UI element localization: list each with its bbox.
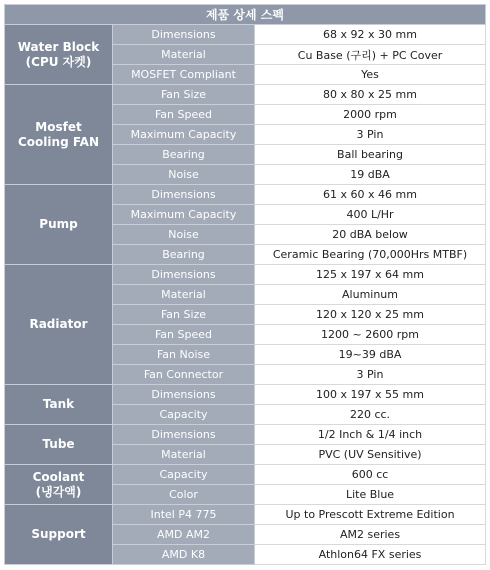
spec-value: 120 x 120 x 25 mm	[255, 305, 486, 325]
spec-value: 600 cc	[255, 465, 486, 485]
spec-value: Up to Prescott Extreme Edition	[255, 505, 486, 525]
spec-label: MOSFET Compliant	[113, 65, 255, 85]
spec-label: Bearing	[113, 145, 255, 165]
spec-label: Fan Connector	[113, 365, 255, 385]
spec-value: Cu Base (구리) + PC Cover	[255, 45, 486, 65]
title-row	[5, 5, 486, 25]
category-cell	[5, 385, 113, 425]
category-cell	[5, 25, 113, 85]
spec-value: 80 x 80 x 25 mm	[255, 85, 486, 105]
spec-value: PVC (UV Sensitive)	[255, 445, 486, 465]
spec-value: Athlon64 FX series	[255, 545, 486, 565]
category-cell	[5, 465, 113, 505]
spec-row	[5, 265, 486, 285]
spec-row	[5, 85, 486, 105]
spec-label: AMD K8	[113, 545, 255, 565]
spec-label: Dimensions	[113, 25, 255, 45]
spec-value: AM2 series	[255, 525, 486, 545]
spec-value: Ball bearing	[255, 145, 486, 165]
category-name: Support	[31, 527, 86, 541]
category-name: Coolant	[32, 469, 85, 484]
spec-label: Intel P4 775	[113, 505, 255, 525]
spec-label: Color	[113, 485, 255, 505]
spec-value: 400 L/Hr	[255, 205, 486, 225]
spec-label: Capacity	[113, 465, 255, 485]
spec-label: Fan Speed	[113, 105, 255, 125]
category-name: Tube	[42, 437, 75, 451]
spec-value: 19~39 dBA	[255, 345, 486, 365]
spec-table-body	[5, 5, 486, 565]
table-title: 제품 상세 스펙	[5, 5, 486, 25]
spec-label: Maximum Capacity	[113, 125, 255, 145]
category-cell	[5, 425, 113, 465]
category-cell	[5, 85, 113, 185]
spec-table	[4, 4, 486, 565]
category-name: Water Block	[17, 39, 100, 54]
spec-label: Dimensions	[113, 265, 255, 285]
spec-value: 61 x 60 x 46 mm	[255, 185, 486, 205]
category-cell	[5, 505, 113, 565]
spec-label: Material	[113, 445, 255, 465]
spec-value: 20 dBA below	[255, 225, 486, 245]
spec-value: 125 x 197 x 64 mm	[255, 265, 486, 285]
spec-label: Material	[113, 45, 255, 65]
spec-label: Capacity	[113, 405, 255, 425]
spec-value: 1200 ~ 2600 rpm	[255, 325, 486, 345]
spec-label: Dimensions	[113, 185, 255, 205]
spec-value: Lite Blue	[255, 485, 486, 505]
spec-row	[5, 385, 486, 405]
spec-row	[5, 25, 486, 45]
spec-value: 3 Pin	[255, 125, 486, 145]
spec-value: 2000 rpm	[255, 105, 486, 125]
spec-row	[5, 185, 486, 205]
category-name: (CPU 자켓)	[25, 54, 92, 69]
spec-value: Aluminum	[255, 285, 486, 305]
spec-label: Material	[113, 285, 255, 305]
spec-value: 1/2 Inch & 1/4 inch	[255, 425, 486, 445]
spec-label: Dimensions	[113, 425, 255, 445]
spec-value: 100 x 197 x 55 mm	[255, 385, 486, 405]
spec-label: Fan Size	[113, 85, 255, 105]
spec-value: Yes	[255, 65, 486, 85]
spec-label: Fan Size	[113, 305, 255, 325]
spec-label: Maximum Capacity	[113, 205, 255, 225]
spec-value: 220 cc.	[255, 405, 486, 425]
spec-value: 3 Pin	[255, 365, 486, 385]
spec-label: Noise	[113, 165, 255, 185]
category-name: Pump	[39, 217, 78, 231]
category-name: Tank	[42, 397, 75, 411]
spec-label: Fan Speed	[113, 325, 255, 345]
spec-value: Ceramic Bearing (70,000Hrs MTBF)	[255, 245, 486, 265]
category-cell	[5, 265, 113, 385]
spec-value: 68 x 92 x 30 mm	[255, 25, 486, 45]
category-name: Mosfet	[35, 119, 82, 134]
spec-value: 19 dBA	[255, 165, 486, 185]
category-cell	[5, 185, 113, 265]
spec-row	[5, 425, 486, 445]
spec-row	[5, 505, 486, 525]
spec-row	[5, 465, 486, 485]
spec-label: Fan Noise	[113, 345, 255, 365]
category-name: (냉각액)	[35, 484, 82, 499]
spec-label: Dimensions	[113, 385, 255, 405]
spec-label: AMD AM2	[113, 525, 255, 545]
category-name: Radiator	[29, 317, 88, 331]
spec-label: Noise	[113, 225, 255, 245]
spec-label: Bearing	[113, 245, 255, 265]
category-name: Cooling FAN	[18, 134, 99, 149]
